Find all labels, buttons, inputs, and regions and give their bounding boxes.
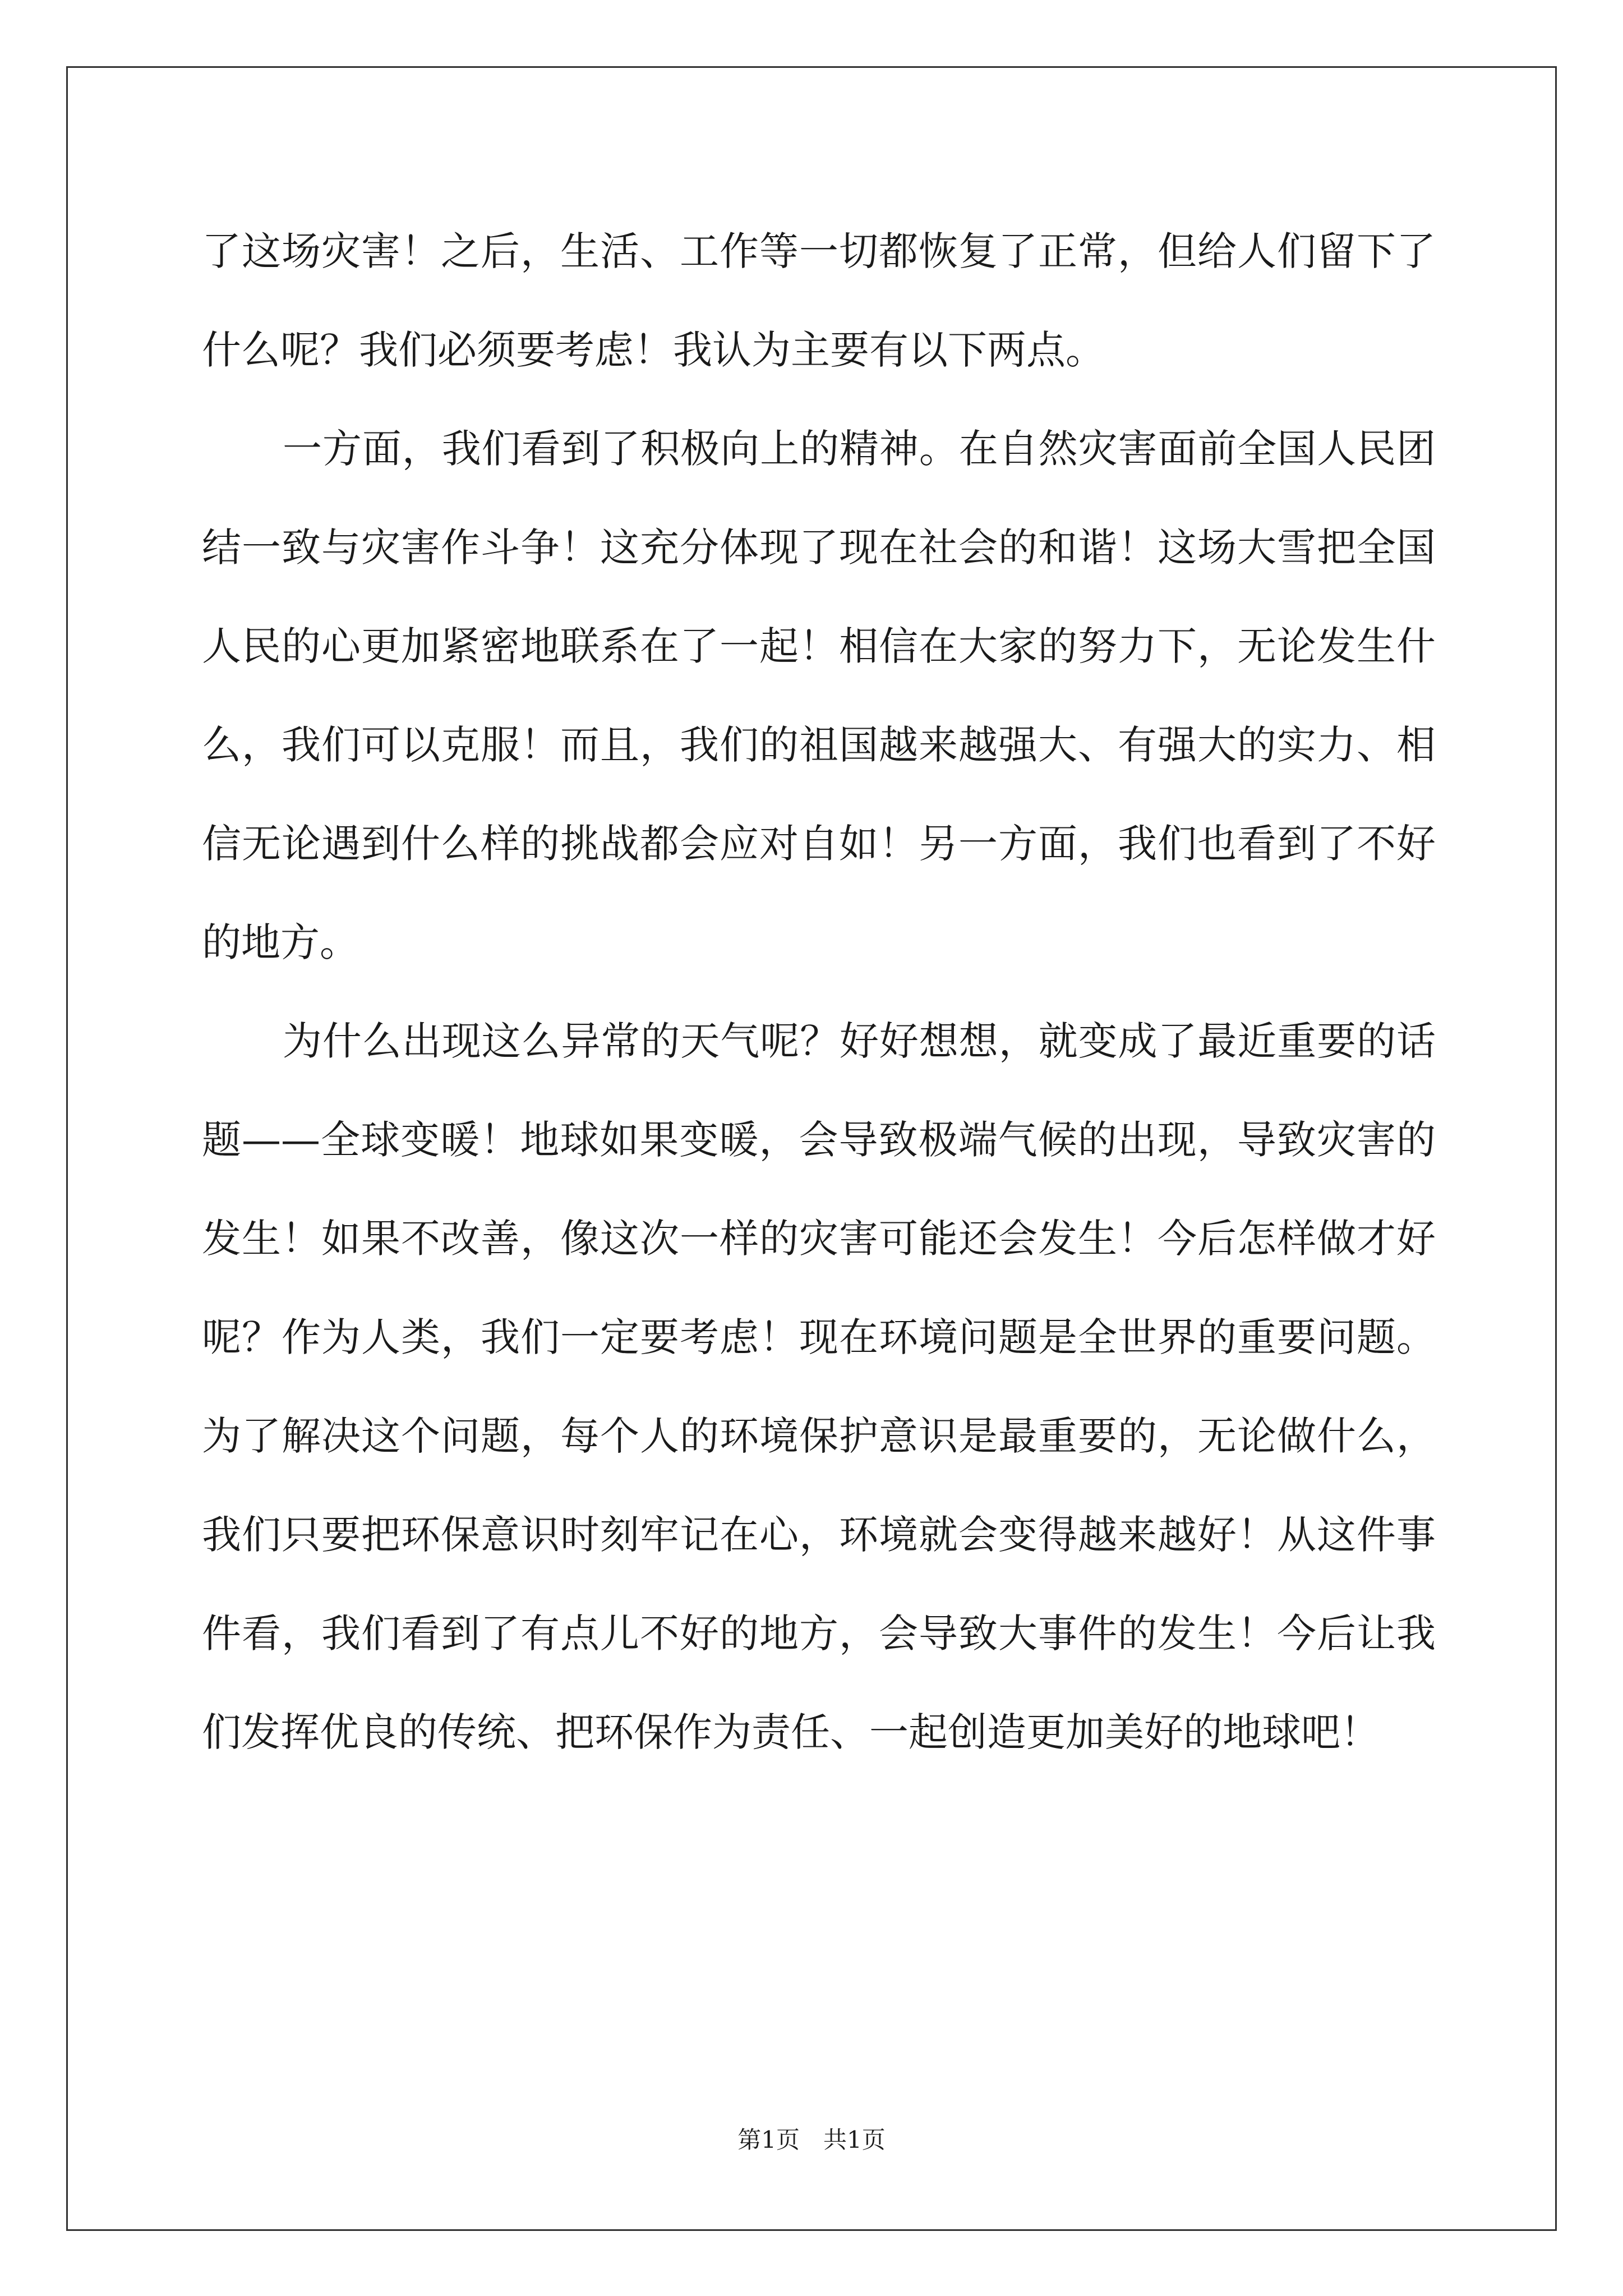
- page-number-footer: 第1页 共1页: [737, 2126, 886, 2154]
- paragraph-2: 一方面，我们看到了积极向上的精神。在自然灾害面前全国人民团结一致与灾害作斗争！这充分体现了现在社会的和谐！这场大雪把全国人民的心更加紧密地联系在了一起！相信在大家的努力下，无论发生什么，我们可以克服！而且，我们的祖国越来越强大、有强大的实力、相信无论遇到什么样的挑战都会应对自如！另一方面，我们也看到了不好的地方。: [202, 426, 1436, 965]
- paragraph-1: 了这场灾害！之后，生活、工作等一切都恢复了正常，但给人们留下了什么呢？我们必须要考虑！我认为主要有以下两点。: [202, 228, 1436, 373]
- document-body: [202, 202, 1436, 1782]
- paragraph-3: 为什么出现这么异常的天气呢？好好想想，就变成了最近重要的话题——全球变暖！地球如果变暖，会导致极端气候的出现，导致灾害的发生！如果不改善，像这次一样的灾害可能还会发生！今后怎样做才好呢？作为人类，我们一定要考虑！现在环境问题是全世界的重要问题。为了解决这个问题，每个人的环境保护意识是最重要的，无论做什么，我们只要把环保意识时刻牢记在心，环境就会变得越来越好！从这件事件看，我们看到了有点儿不好的地方，会导致大事件的发生！今后让我们发挥优良的传统、把环保作为责任、一起创造更加美好的地球吧！: [202, 1018, 1436, 1755]
